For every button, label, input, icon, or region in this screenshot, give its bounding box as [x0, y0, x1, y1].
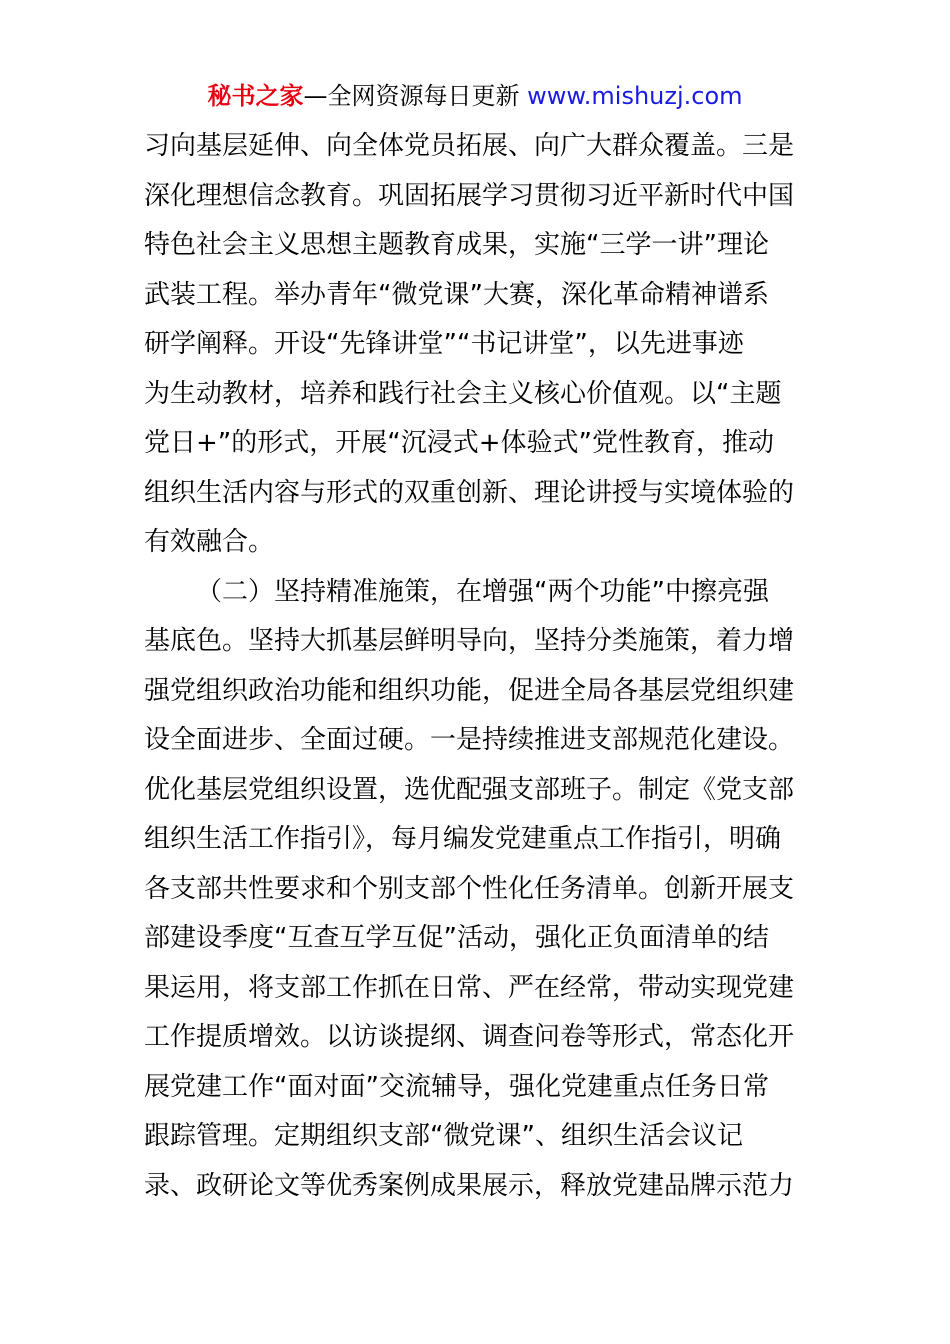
site-tagline: —全网资源每日更新 [303, 82, 528, 110]
text-line: 组织生活工作指引》，每月编发党建重点工作指引，明确 [144, 824, 782, 854]
text-line: 设全面进步、全面过硬。一是持续推进支部规范化建设。 [144, 725, 795, 755]
text-line: 果运用，将支部工作抓在日常、严在经常，带动实现党建 [144, 972, 795, 1003]
text-line: 有效融合。 [144, 527, 275, 557]
text-line: 录、政研论文等优秀案例成果展示，释放党建品牌示范力 [144, 1170, 795, 1201]
text-line: 为生动教材，培养和践行社会主义核心价值观。以“主题 [144, 378, 782, 409]
text-line: 优化基层党组织设置，选优配强支部班子。制定《党支部 [144, 774, 795, 805]
text-line: 党日+”的形式，开展“沉浸式+体验式”党性教育，推动 [144, 428, 774, 458]
text-line: 基底色。坚持大抓基层鲜明导向，坚持分类施策，着力增 [144, 626, 795, 656]
site-url-link[interactable]: www.mishuzj.com [527, 82, 743, 110]
text-line: 组织生活内容与形式的双重创新、理论讲授与实境体验的 [144, 477, 795, 508]
site-header [0, 80, 950, 112]
text-line: 研学阐释。开设“先锋讲堂”“书记讲堂”，以先进事迹 [144, 329, 744, 359]
site-brand: 秘书之家 [207, 82, 304, 110]
text-line: 深化理想信念教育。巩固拓展学习贯彻习近平新时代中国 [144, 180, 795, 211]
document-body [144, 122, 808, 1211]
text-line: 强党组织政治功能和组织功能，促进全局各基层党组织建 [144, 675, 795, 706]
text-line: 跟踪管理。定期组织支部“微党课”、组织生活会议记 [144, 1121, 743, 1151]
text-line: 习向基层延伸、向全体党员拓展、向广大群众覆盖。三是 [144, 131, 795, 161]
text-line: 展党建工作“面对面”交流辅导，强化党建重点任务日常 [144, 1071, 769, 1102]
section-heading-line: （二）坚持精准施策，在增强“两个功能”中擦亮强 [196, 576, 769, 607]
text-line: 工作提质增效。以访谈提纲、调查问卷等形式，常态化开 [144, 1022, 795, 1052]
text-line: 武装工程。举办青年“微党课”大赛，深化革命精神谱系 [144, 279, 769, 310]
text-line: 特色社会主义思想主题教育成果，实施“三学一讲”理论 [144, 230, 769, 260]
text-line: 部建设季度“互查互学互促”活动，强化正负面清单的结 [144, 923, 769, 953]
text-line: 各支部共性要求和个别支部个性化任务清单。创新开展支 [144, 873, 795, 904]
